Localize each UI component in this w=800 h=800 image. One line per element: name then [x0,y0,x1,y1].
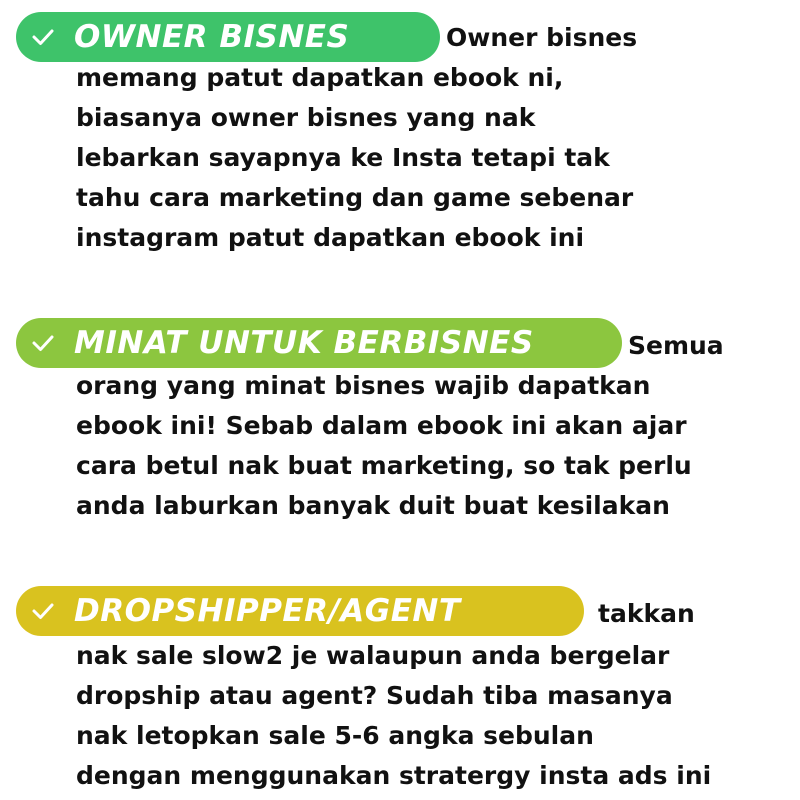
body-line: instagram patut dapatkan ebook ini [76,223,585,252]
body-line: memang patut dapatkan ebook ni, [76,63,564,92]
body-text [76,366,692,526]
body-line: ebook ini! Sebab dalam ebook ini akan ajar [76,411,687,440]
body-line: cara betul nak buat marketing, so tak perlu [76,451,692,480]
heading-label: DROPSHIPPER/AGENT [74,593,461,629]
body-line: dengan menggunakan stratergy insta ads ini [76,761,712,790]
check-icon [30,330,56,356]
body-line: dropship atau agent? Sudah tiba masanya [76,681,673,710]
body-line: nak letopkan sale 5-6 angka sebulan [76,721,594,750]
body-line: tahu cara marketing dan game sebenar [76,183,634,212]
body-line: anda laburkan banyak duit buat kesilakan [76,491,670,520]
heading-pill-owner-bisnes [16,12,440,62]
body-text [76,58,633,258]
lead-text: Semua [628,331,724,360]
body-line: lebarkan sayapnya ke Insta tetapi tak [76,143,610,172]
check-icon [30,24,56,50]
lead-text: takkan [598,599,695,628]
heading-pill-minat-untuk-berbisnes [16,318,622,368]
body-line: nak sale slow2 je walaupun anda bergelar [76,641,670,670]
body-line: orang yang minat bisnes wajib dapatkan [76,371,651,400]
body-line: biasanya owner bisnes yang nak [76,103,536,132]
heading-label: MINAT UNTUK BERBISNES [74,325,534,361]
heading-pill-dropshipper-agent [16,586,584,636]
check-icon [30,598,56,624]
heading-label: OWNER BISNES [74,19,350,55]
lead-text: Owner bisnes [446,23,638,52]
body-text [76,636,711,796]
